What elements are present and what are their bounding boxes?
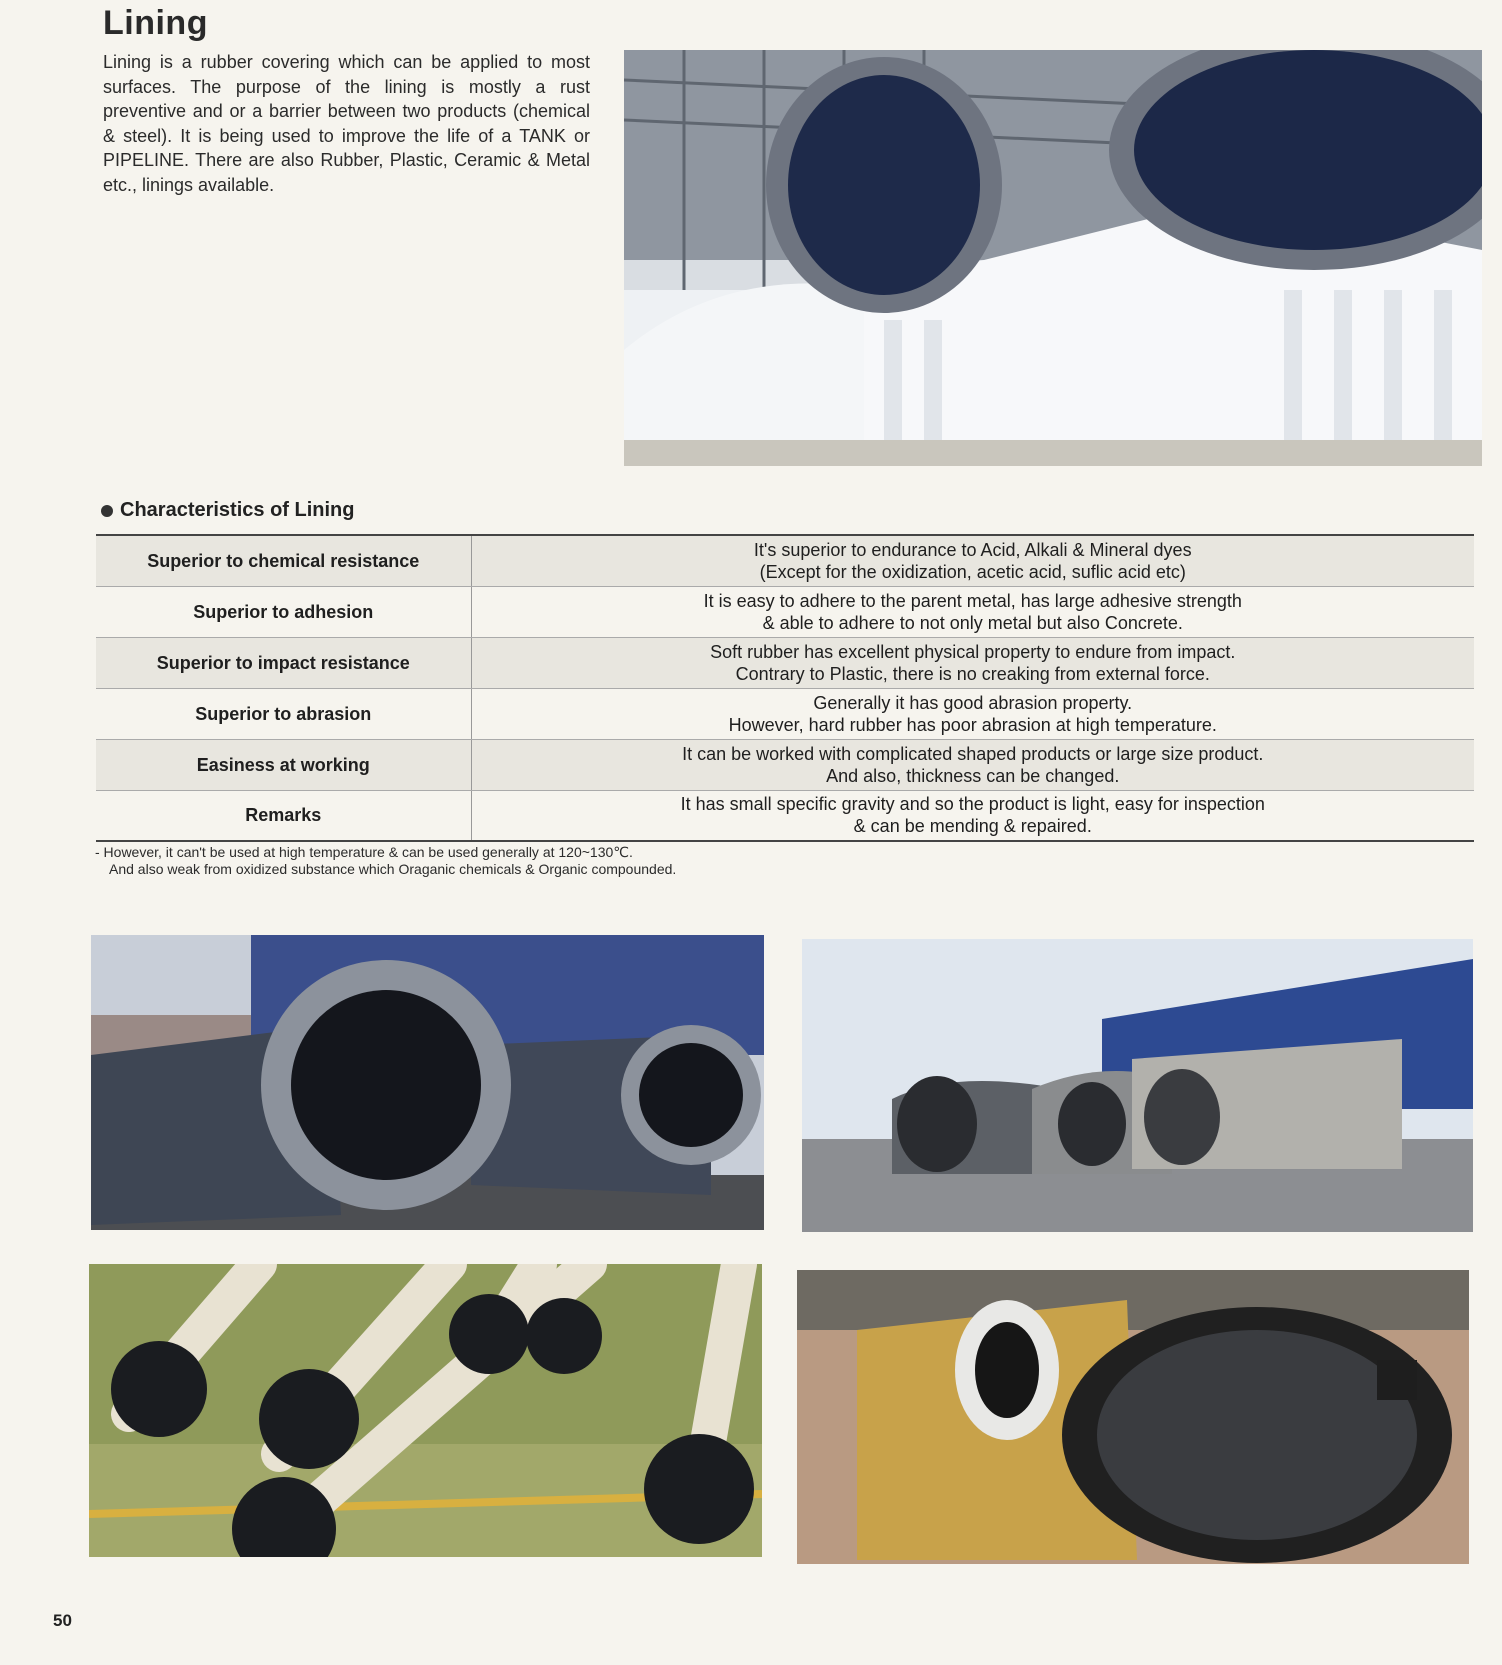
table-row bbox=[96, 739, 1474, 790]
page-number: 50 bbox=[53, 1611, 72, 1630]
row-label: Superior to chemical resistance bbox=[96, 535, 471, 586]
section-heading bbox=[101, 499, 355, 522]
table-row bbox=[96, 586, 1474, 637]
row-description: It's superior to endurance to Acid, Alkali & Mineral dyes (Except for the oxidization, acetic acid, suflic acid etc) bbox=[471, 535, 1474, 586]
row-label: Superior to impact resistance bbox=[96, 637, 471, 688]
table-row bbox=[96, 790, 1474, 841]
photo-lined-ducts-hall bbox=[624, 50, 1482, 466]
page-title: Lining bbox=[103, 4, 208, 42]
photo-equipment-yard bbox=[802, 939, 1473, 1232]
row-description: Generally it has good abrasion property. However, hard rubber has poor abrasion at high temperature. bbox=[471, 688, 1474, 739]
footnote-line-2: And also weak from oxidized substance which Oraganic chemicals & Organic compounded. bbox=[109, 861, 677, 877]
row-label: Superior to abrasion bbox=[96, 688, 471, 739]
row-label: Easiness at working bbox=[96, 739, 471, 790]
bullet-icon bbox=[101, 505, 113, 517]
table-row bbox=[96, 688, 1474, 739]
footnote bbox=[95, 844, 676, 878]
row-description: It is easy to adhere to the parent metal, has large adhesive strength & able to adhere to not only metal but also Concrete. bbox=[471, 586, 1474, 637]
footnote-line-1: - However, it can't be used at high temperature & can be used generally at 120~130℃. bbox=[95, 844, 633, 860]
section-heading-text: Characteristics of Lining bbox=[120, 499, 355, 521]
row-description: It has small specific gravity and so the product is light, easy for inspection & can be mending & repaired. bbox=[471, 790, 1474, 841]
table-row bbox=[96, 535, 1474, 586]
row-description: Soft rubber has excellent physical property to endure from impact. Contrary to Plastic, there is no creaking from external force. bbox=[471, 637, 1474, 688]
photo-flanged-pipes bbox=[91, 935, 764, 1230]
row-description: It can be worked with complicated shaped products or large size product. And also, thickness can be changed. bbox=[471, 739, 1474, 790]
row-label: Superior to adhesion bbox=[96, 586, 471, 637]
characteristics-table bbox=[96, 534, 1474, 842]
intro-paragraph: Lining is a rubber covering which can be applied to most surfaces. The purpose of the lining is mostly a rust preventive and or a barrier between two products (chemical & steel). It is being used to improve the life of a TANK or PIPELINE. There are also Rubber, Plastic, Ceramic & Metal etc., linings available. bbox=[103, 52, 590, 195]
photo-lined-fitting bbox=[797, 1270, 1469, 1564]
row-label: Remarks bbox=[96, 790, 471, 841]
photo-white-pipes bbox=[89, 1264, 762, 1557]
table-row bbox=[96, 637, 1474, 688]
